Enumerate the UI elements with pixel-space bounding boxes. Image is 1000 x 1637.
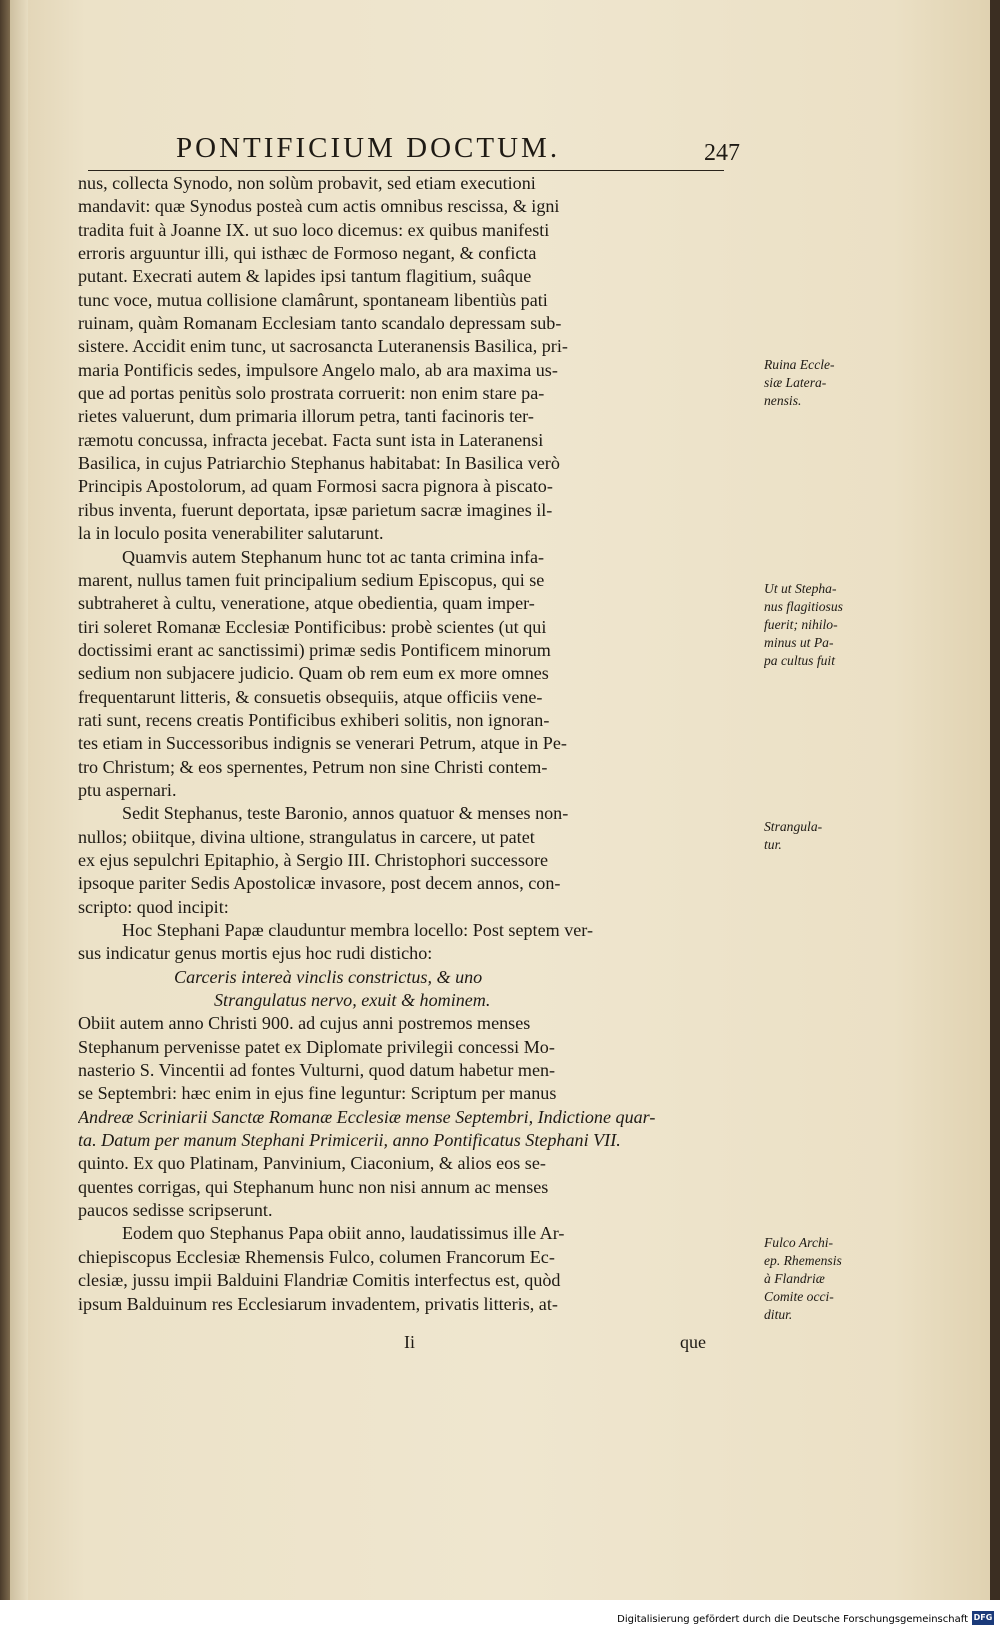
verse-line: Carceris intereà vinclis constrictus, & uno (174, 966, 483, 987)
text-line: rietes valuerunt, dum primaria illorum petra, tanti facinoris ter- (78, 406, 534, 427)
margin-note-fulco (764, 1234, 874, 1324)
catchword: que (680, 1332, 706, 1352)
text-line: Basilica, in cujus Patriarchio Stephanus habitabat: In Basilica verò (78, 453, 560, 474)
text-line: nasterio S. Vincentii ad fontes Vulturni, quod datum habetur men- (78, 1060, 556, 1081)
margin-note-line: pa cultus fuit (764, 653, 835, 668)
text-line: ex ejus sepulchri Epitaphio, à Sergio III. Christophori successore (78, 849, 548, 870)
margin-note-line: Ruina Eccle- (764, 357, 835, 372)
facing-page-edge (10, 0, 28, 1600)
text-line: la in loculo posita venerabiliter salutarunt. (78, 523, 384, 544)
page-header (176, 132, 776, 172)
margin-note-line: Strangula- (764, 819, 823, 834)
margin-note-line: tur. (764, 837, 782, 852)
text-line: tradita fuit à Joanne IX. ut suo loco dicemus: ex quibus manifesti (78, 219, 550, 240)
text-line: Sedit Stephanus, teste Baronio, annos quatuor & menses non- (122, 803, 569, 824)
text-line: Eodem quo Stephanus Papa obiit anno, laudatissimus ille Ar- (122, 1223, 565, 1244)
running-title: PONTIFICIUM DOCTUM. (176, 132, 561, 164)
text-line: nullos; obiitque, divina ultione, strangulatus in carcere, ut patet (78, 826, 535, 847)
text-line: Obiit autem anno Christi 900. ad cujus anni postremos menses (78, 1013, 531, 1034)
text-line: Principis Apostolorum, ad quam Formosi sacra pignora à piscato- (78, 476, 553, 497)
header-rule (88, 170, 724, 171)
text-line: chiepiscopus Ecclesiæ Rhemensis Fulco, columen Francorum Ec- (78, 1246, 555, 1267)
text-line: tunc voce, mutua collisione clamârunt, spontaneam libentiùs pati (78, 289, 548, 310)
main-text (78, 172, 722, 1316)
text-line: Quamvis autem Stephanum hunc tot ac tanta crimina infa- (122, 546, 545, 567)
margin-note-strangulatur (764, 818, 874, 854)
text-line: rati sunt, recens creatis Pontificibus exhiberi solitis, non ignoran- (78, 709, 550, 730)
text-line: Stephanum pervenisse patet ex Diplomate privilegii concessi Mo- (78, 1036, 555, 1057)
text-line: que ad portas penitùs solo prostrata corruerit: non enim stare pa- (78, 383, 545, 404)
text-line: ta. Datum per manum Stephani Primicerii, anno Pontificatus Stephani VII. (78, 1130, 621, 1151)
margin-note-stephanus (764, 580, 874, 670)
margin-note-line: fuerit; nihilo- (764, 617, 838, 632)
text-line: ipsum Balduinum res Ecclesiarum invadentem, privatis litteris, at- (78, 1293, 558, 1314)
text-line: ipsoque pariter Sedis Apostolicæ invasore, post decem annos, con- (78, 873, 561, 894)
text-line: ptu aspernari. (78, 779, 177, 800)
text-line: nus, collecta Synodo, non solùm probavit, sed etiam executioni (78, 173, 536, 193)
text-line: tiri soleret Romanæ Ecclesiæ Pontificibus: probè scientes (ut qui (78, 616, 547, 637)
margin-note-line: nus flagitiosus (764, 599, 843, 614)
text-line: putant. Execrati autem & lapides ipsi tantum flagitium, suâque (78, 266, 532, 287)
text-line: tro Christum; & eos spernentes, Petrum non sine Christi contem- (78, 756, 548, 777)
margin-note-line: à Flandriæ (764, 1271, 825, 1286)
text-line: paucos sedisse scripserunt. (78, 1200, 273, 1221)
text-line: mandavit: quæ Synodus posteà cum actis omnibus rescissa, & igni (78, 196, 560, 217)
book-cover-edge (990, 0, 1000, 1600)
margin-note-line: Fulco Archi- (764, 1235, 834, 1250)
text-line: ræmotu concussa, infracta jecebat. Facta sunt ista in Lateranensi (78, 429, 544, 450)
text-line: sus indicatur genus mortis ejus hoc rudi disticho: (78, 943, 433, 964)
verse-line: Strangulatus nervo, exuit & hominem. (214, 990, 491, 1011)
text-line: clesiæ, jussu impii Balduini Flandriæ Comitis interfectus est, quòd (78, 1270, 561, 1291)
dfg-logo: DFG (972, 1611, 994, 1625)
text-line: ruinam, quàm Romanam Ecclesiam tanto scandalo depressam sub- (78, 313, 562, 334)
margin-note-line: Ut ut Stepha- (764, 581, 837, 596)
page-number: 247 (704, 140, 740, 166)
text-line: ribus inventa, fuerunt deportata, ipsæ parietum sacræ imagines il- (78, 499, 553, 520)
margin-note-line: nensis. (764, 393, 802, 408)
margin-note-ruina (764, 356, 874, 410)
text-line: tes etiam in Successoribus indignis se venerari Petrum, atque in Pe- (78, 733, 567, 754)
margin-note-line: ep. Rhemensis (764, 1253, 842, 1268)
text-line: sedium non subjacere judicio. Quam ob rem eum ex more omnes (78, 663, 549, 684)
text-line: erroris arguuntur illi, qui isthæc de Formoso negant, & conficta (78, 243, 537, 264)
text-line: se Septembri: hæc enim in ejus fine leguntur: Scriptum per manus (78, 1083, 557, 1104)
text-line: quentes corrigas, qui Stephanum hunc non nisi annum ac menses (78, 1176, 549, 1197)
text-line: Hoc Stephani Papæ clauduntur membra locello: Post septem ver- (122, 920, 593, 940)
text-line: frequentarunt litteris, & consuetis obsequiis, atque officiis vene- (78, 686, 543, 707)
text-line: doctissimi erant ac sanctissimi) primæ sedis Pontificem minorum (78, 639, 551, 660)
margin-note-line: minus ut Pa- (764, 635, 834, 650)
signature-mark: Ii (404, 1332, 415, 1352)
margin-note-line: ditur. (764, 1307, 793, 1322)
text-line: maria Pontificis sedes, impulsore Angelo malo, ab ara maxima us- (78, 359, 558, 380)
margin-note-line: Comite occi- (764, 1289, 834, 1304)
margin-note-line: siæ Latera- (764, 375, 827, 390)
text-line: Andreæ Scriniarii Sanctæ Romanæ Ecclesiæ mense Septembri, Indictione quar- (78, 1106, 656, 1127)
text-line: scripto: quod incipit: (78, 896, 229, 917)
text-line: quinto. Ex quo Platinam, Panvinium, Ciaconium, & alios eos se- (78, 1153, 546, 1174)
digitization-credit: Digitalisierung gefördert durch die Deutsche Forschungsgemeinschaft (617, 1614, 968, 1625)
text-line: sistere. Accidit enim tunc, ut sacrosancta Luteranensis Basilica, pri- (78, 336, 568, 357)
text-line: subtraheret à cultu, veneratione, atque obedientia, quam imper- (78, 593, 535, 614)
book-spine-edge (0, 0, 10, 1637)
text-line: marent, nullus tamen fuit principalium sedium Episcopus, qui se (78, 569, 545, 590)
